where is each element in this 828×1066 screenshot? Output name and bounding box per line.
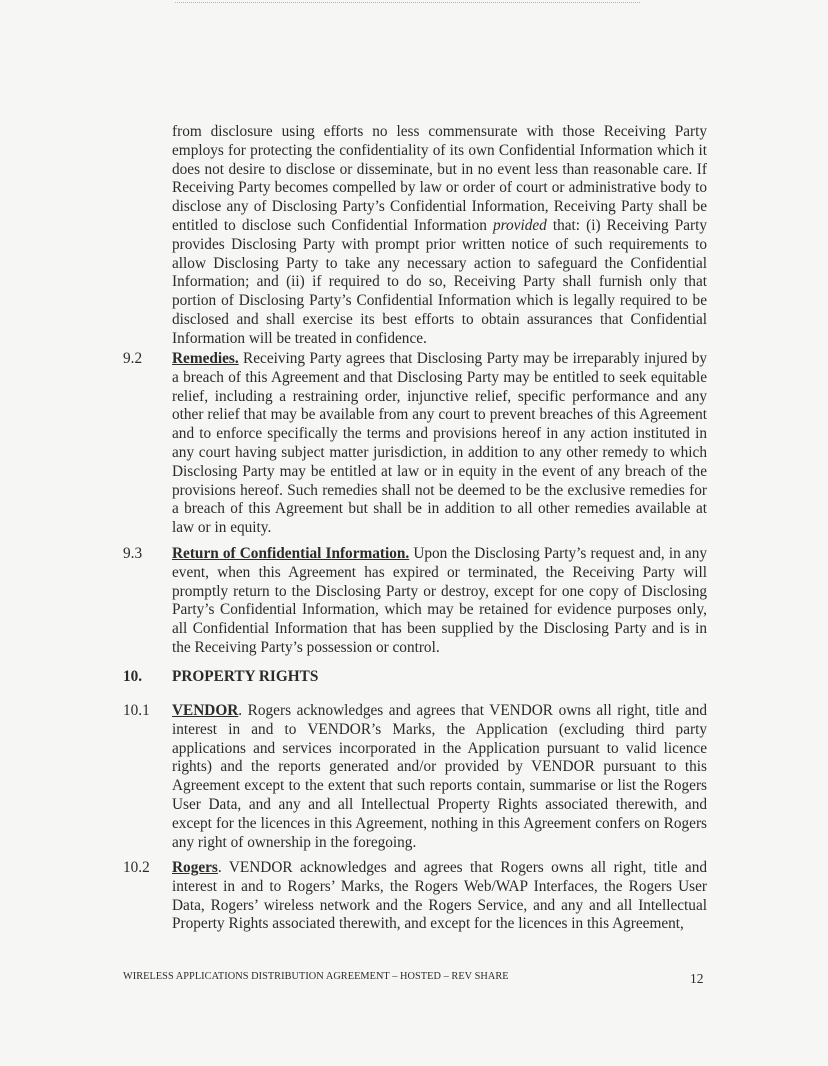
section-10-2-text: . VENDOR acknowledges and agrees that Rogers owns all right, title and interest in and to Rogers’ Marks, the Rogers Web/WAP Interfaces, the Rogers User Data, Rogers’ wireless network and the Rogers Service, and any and all Intellectual Property Rights associated therewith, and except for the licences in this Agreement, [172,859,707,933]
section-9-3-text: Upon the Disclosing Party’s request and, in any event, when this Agreement has expired or terminated, the Receiving Party will promptly return to the Disclosing Party or destroy, except for one copy of Disclosing Party’s Confidential Information, which may be retained for evidence purposes only, all Confidential Information that has been supplied by the Disclosing Party and is in the Receiving Party’s possession or control. [172,545,707,656]
section-9-2-paragraph [172,350,707,538]
section-9-2-text: Receiving Party agrees that Disclosing Party may be irreparably injured by a breach of this Agreement and that Disclosing Party may be entitled to seek equitable relief, including a restraining order, injunctive relief, specific performance and any other relief that may be available from any court to prevent breaches of this Agreement and to enforce specifically the terms and provisions hereof in any action instituted in any court having subject matter jurisdiction, in addition to any other remedy to which Disclosing Party may be entitled at law or in equity in the event of any breach of the provisions hereof. Such remedies shall not be deemed to be the exclusive remedies for a breach of this Agreement but shall be in addition to all other remedies available at law or in equity. [172,350,707,537]
section-10-1-paragraph [172,702,707,852]
section-number-10: 10. [123,668,143,685]
paragraph-text-b: that: (i) Receiving Party provides Disclosing Party with prompt prior written notice of such requirements to allow Disclosing Party to take any necessary action to safeguard the Confidential Information; and (ii) if required to do so, Receiving Party shall furnish only that portion of Disclosing Party’s Confidential Information which is legally required to be disclosed and shall exercise its best efforts to obtain assurances that Confidential Information will be treated in confidence. [172,216,707,347]
section-9-3-paragraph [172,545,707,658]
section-9-2-heading: Remedies. [172,350,239,367]
paragraph-text-a: from disclosure using efforts no less commensurate with those Receiving Party employs for protecting the confidentiality of its own Confidential Information which it does not desire to disclose or disseminate, but in no event less than reasonable care. If Receiving Party becomes compelled by law or order of court or administrative body to disclose any of Disclosing Party’s Confidential Information, Receiving Party shall be entitled to disclose such Confidential Information [172,123,707,234]
continued-paragraph [172,123,707,349]
section-9-3-heading: Return of Confidential Information. [172,545,410,562]
section-10-2-paragraph [172,859,707,934]
section-number-10-1: 10.1 [123,702,150,719]
page-footer: WIRELESS APPLICATIONS DISTRIBUTION AGREEMENT – HOSTED – REV SHARE [123,971,509,982]
page-number: 12 [690,971,704,986]
section-10-title: PROPERTY RIGHTS [172,668,319,685]
section-number-9-3: 9.3 [123,545,143,562]
provided-italic: provided [493,216,547,234]
section-number-10-2: 10.2 [123,859,150,876]
section-10-2-heading: Rogers [172,859,218,876]
section-10-1-heading: VENDOR [172,702,239,719]
section-10-1-text: . Rogers acknowledges and agrees that VENDOR owns all right, title and interest in and to VENDOR’s Marks, the Application (excluding third party applications and services incorporated in the Application pursuant to valid licence rights) and the reports generated and/or provided by VENDOR pursuant to this Agreement except to the extent that such reports contain, summarise or list the Rogers User Data, and any and all Intellectual Property Rights associated therewith, and except for the licences in this Agreement, nothing in this Agreement confers on Rogers any right of ownership in the foregoing. [172,702,707,851]
section-number-9-2: 9.2 [123,350,143,367]
